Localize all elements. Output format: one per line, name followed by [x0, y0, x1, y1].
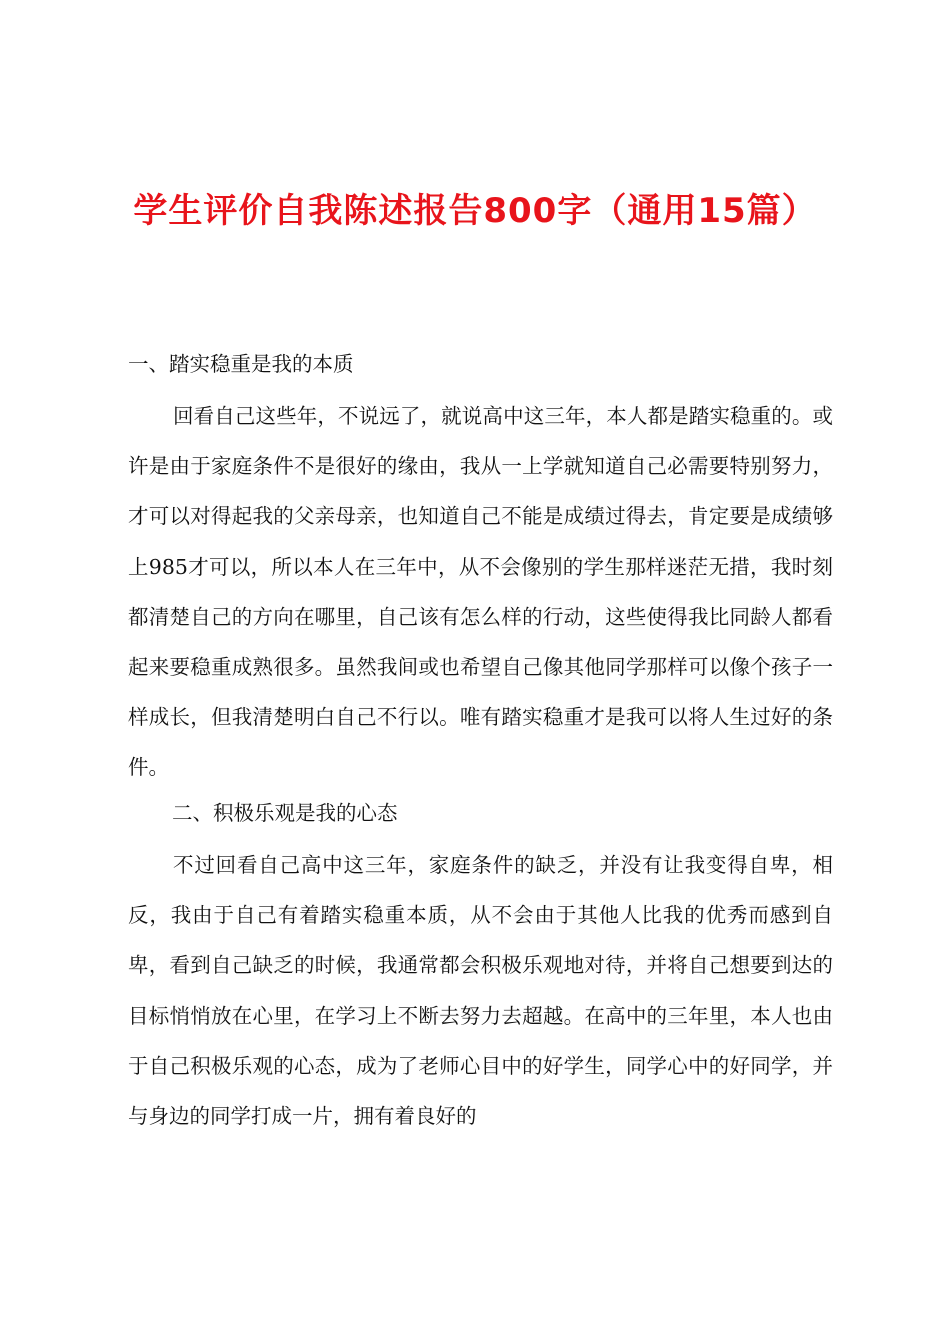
section-heading-2: 二、积极乐观是我的心态: [172, 801, 398, 825]
document-title: 学生评价自我陈述报告800字（通用15篇）: [133, 191, 817, 231]
section-heading-1: 一、踏实稳重是我的本质: [128, 352, 354, 376]
section-paragraph-1: 回看自己这些年，不说远了，就说高中这三年，本人都是踏实稳重的。或许是由于家庭条件不是很好的缘由，我从一上学就知道自己必需要特别努力，才可以对得起我的父亲母亲，也知道自己不能是成绩过得去，肯定要是成绩够上985才可以，所以本人在三年中，从不会像别的学生那样迷茫无措，我时刻都清楚自己的方向在哪里，自己该有怎么样的行动，这些使得我比同龄人都看起来要稳重成熟很多。虽然我间或也希望自己像其他同学那样可以像个孩子一样成长，但我清楚明白自己不行以。唯有踏实稳重才是我可以将人生过好的条件。: [128, 404, 833, 780]
section-paragraph-2: 不过回看自己高中这三年，家庭条件的缺乏，并没有让我变得自卑，相反，我由于自己有着踏实稳重本质，从不会由于其他人比我的优秀而感到自卑，看到自己缺乏的时候，我通常都会积极乐观地对待，并将自己想要到达的目标悄悄放在心里，在学习上不断去努力去超越。在高中的三年里，本人也由于自己积极乐观的心态，成为了老师心目中的好学生，同学心中的好同学，并与身边的同学打成一片，拥有着良好的: [128, 853, 833, 1129]
